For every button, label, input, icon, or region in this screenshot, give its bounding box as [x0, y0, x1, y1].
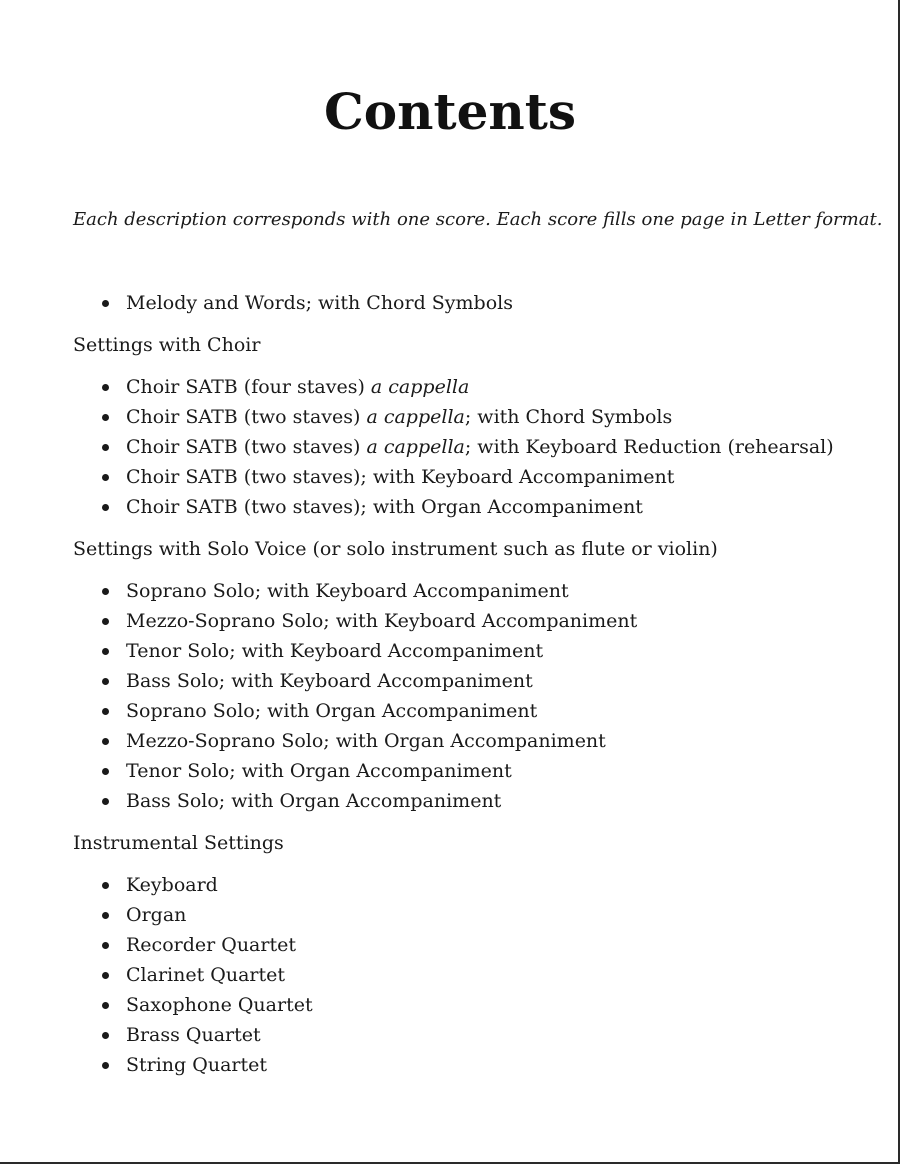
- list-item: [73, 756, 873, 786]
- list-item: [73, 960, 873, 990]
- list-item-label: Tenor Solo; with Organ Accompaniment: [126, 760, 512, 782]
- bullet-icon: [102, 648, 109, 655]
- bullet-icon: [102, 768, 109, 775]
- list-item-label: Clarinet Quartet: [126, 964, 285, 986]
- section-heading-instrumental: Instrumental Settings: [73, 832, 284, 854]
- list-item-label: Keyboard: [126, 874, 218, 896]
- bullet-icon: [102, 474, 109, 481]
- list-item-label: Soprano Solo; with Organ Accompaniment: [126, 700, 538, 722]
- list-item: [73, 288, 873, 318]
- list-item-label: Recorder Quartet: [126, 934, 296, 956]
- list-item-label: String Quartet: [126, 1054, 267, 1076]
- list-item-label: Choir SATB (two staves); with Keyboard Accompaniment: [126, 466, 675, 488]
- list-item-label: Mezzo-Soprano Solo; with Keyboard Accompaniment: [126, 610, 638, 632]
- list-item: [73, 930, 873, 960]
- list-item: [73, 1020, 873, 1050]
- list-item-label: Choir SATB (two staves): [126, 436, 367, 458]
- list-item: [73, 726, 873, 756]
- bullet-icon: [102, 678, 109, 685]
- bullet-icon: [102, 798, 109, 805]
- list-item: [73, 492, 873, 522]
- bullet-icon: [102, 588, 109, 595]
- list-item: [73, 636, 873, 666]
- list-item: [73, 666, 873, 696]
- list-item: [73, 462, 873, 492]
- bullet-icon: [102, 882, 109, 889]
- list-item: [73, 696, 873, 726]
- list-item-italic: a cappella: [370, 376, 470, 398]
- list-item-label: Mezzo-Soprano Solo; with Organ Accompaniment: [126, 730, 606, 752]
- bullet-icon: [102, 618, 109, 625]
- list-item: [73, 1050, 873, 1080]
- instrumental-list: [73, 870, 873, 1080]
- solo-list: [73, 576, 873, 816]
- list-item-label: Melody and Words; with Chord Symbols: [126, 292, 513, 314]
- list-item-italic: a cappella: [366, 436, 465, 458]
- bullet-icon: [102, 444, 109, 451]
- list-item-label: Choir SATB (two staves): [126, 406, 367, 428]
- bullet-icon: [102, 504, 109, 511]
- bullet-icon: [102, 1002, 109, 1009]
- bullet-icon: [102, 1032, 109, 1039]
- intro-text: Each description corresponds with one score. Each score fills one page in Letter format.: [73, 209, 883, 230]
- contents-body: [73, 288, 873, 1080]
- list-item: [73, 372, 873, 402]
- list-item: [73, 606, 873, 636]
- bullet-icon: [102, 1062, 109, 1069]
- list-item-label: Bass Solo; with Keyboard Accompaniment: [126, 670, 533, 692]
- bullet-icon: [102, 708, 109, 715]
- melody-list: [73, 288, 873, 318]
- bullet-icon: [102, 414, 109, 421]
- list-item-label: Choir SATB (four staves): [126, 376, 371, 398]
- bullet-icon: [102, 738, 109, 745]
- section-heading-solo: Settings with Solo Voice (or solo instrument such as flute or violin): [73, 538, 718, 560]
- list-item-suffix: ; with Keyboard Reduction (rehearsal): [464, 436, 834, 458]
- list-item-label: Choir SATB (two staves); with Organ Accompaniment: [126, 496, 643, 518]
- list-item-italic: a cappella: [366, 406, 465, 428]
- list-item: [73, 786, 873, 816]
- bullet-icon: [102, 942, 109, 949]
- section-heading-choir: Settings with Choir: [73, 334, 261, 356]
- list-item: [73, 432, 873, 462]
- list-item: [73, 576, 873, 606]
- list-item-label: Organ: [126, 904, 187, 926]
- page-title: Contents: [323, 82, 576, 141]
- list-item-label: Soprano Solo; with Keyboard Accompaniment: [126, 580, 569, 602]
- list-item: [73, 402, 873, 432]
- list-item-label: Bass Solo; with Organ Accompaniment: [126, 790, 502, 812]
- bullet-icon: [102, 912, 109, 919]
- list-item-label: Tenor Solo; with Keyboard Accompaniment: [126, 640, 544, 662]
- list-item-label: Brass Quartet: [126, 1024, 261, 1046]
- bullet-icon: [102, 384, 109, 391]
- list-item: [73, 900, 873, 930]
- list-item: [73, 870, 873, 900]
- list-item-label: Saxophone Quartet: [126, 994, 313, 1016]
- choir-list: [73, 372, 873, 522]
- list-item: [73, 990, 873, 1020]
- bullet-icon: [102, 300, 109, 307]
- list-item-suffix: ; with Chord Symbols: [464, 406, 673, 428]
- bullet-icon: [102, 972, 109, 979]
